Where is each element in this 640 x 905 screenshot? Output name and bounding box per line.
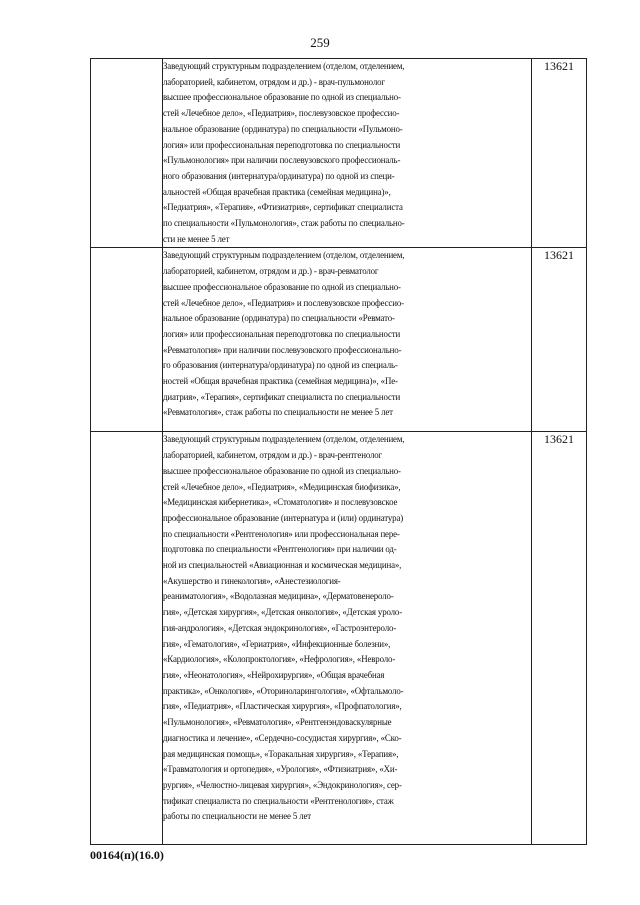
description-line: нальное образование (ординатура) по специальности «Ревмато-	[163, 313, 395, 324]
qualification-code: 13621	[532, 432, 587, 845]
description-line: гия», «Педиатрия», «Пластическая хирургия», «Профпатология»,	[163, 701, 402, 712]
description-line: «Ревматология» при наличии послевузовского профессионально-	[163, 344, 402, 355]
description-line: рургия», «Челюстно-лицевая хирургия», «Эндокринология», сер-	[163, 779, 402, 790]
description-line: лабораторией, кабинетом, отрядом и др.) - врач-ревматолог	[163, 266, 379, 277]
description-line: диагностика и лечение», «Сердечно-сосудистая хирургия», «Ско-	[163, 732, 402, 743]
table-row	[91, 248, 587, 432]
description-line: реаниматология», «Водолазная медицина», «Дерматовенероло-	[163, 591, 394, 602]
qualification-code: 13621	[532, 248, 587, 432]
description-line: ностей «Общая врачебная практика (семейная медицина)», «Пе-	[163, 376, 398, 387]
description-line: Заведующий структурным подразделением (отделом, отделением,	[163, 434, 405, 445]
position-description	[163, 59, 532, 248]
description-line: ного образования (интернатура/ординатура) по одной из специ-	[163, 170, 395, 181]
description-line: подготовка по специальности «Рентгенология» при наличии од-	[163, 544, 397, 555]
description-line: го образования (интернатура/ординатура) по одной из специаль-	[163, 360, 398, 371]
description-line: практика», «Онкология», «Оториноларингология», «Офтальмоло-	[163, 685, 404, 696]
description-line: «Ревматология», стаж работы по специальности не менее 5 лет	[163, 407, 393, 418]
description-line: «Кардиология», «Колопроктология», «Нефрология», «Невроло-	[163, 654, 396, 665]
description-line: лабораторией, кабинетом, отрядом и др.) - врач-пульмонолог	[163, 76, 385, 87]
description-line: высшее профессиональное образование по одной из специально-	[163, 465, 401, 476]
description-line: работы по специальности не менее 5 лет	[163, 811, 312, 822]
description-line: «Медицинская кибернетика», «Стоматология» и послевузовское	[163, 497, 398, 508]
description-line: ной из специальностей «Авиационная и космическая медицина»,	[163, 560, 402, 571]
description-line: Заведующий структурным подразделением (отделом, отделением,	[163, 250, 405, 261]
description-line: лабораторией, кабинетом, отрядом и др.) - врач-рентгенолог	[163, 450, 383, 461]
description-line: «Пульмонология», «Ревматология», «Рентгенэндоваскулярные	[163, 717, 392, 728]
qualification-code: 13621	[532, 59, 587, 248]
description-line: стей «Лечебное дело», «Педиатрия», «Медицинская биофизика»,	[163, 481, 401, 492]
description-line: рая медицинская помощь», «Торакальная хирургия», «Терапия»,	[163, 748, 399, 759]
description-line: нальное образование (ординатура) по специальности «Пульмоно-	[163, 123, 403, 134]
qualification-table	[90, 58, 587, 845]
document-code: 00164(п)(16.0)	[90, 848, 164, 862]
table-row	[91, 59, 587, 248]
empty-left-cell	[91, 59, 163, 248]
description-line: по специальности «Пульмонология», стаж работы по специально-	[163, 218, 405, 229]
table-row	[91, 432, 587, 845]
description-line: «Педиатрия», «Терапия», «Фтизиатрия», сертификат специалиста	[163, 202, 403, 213]
empty-left-cell	[91, 432, 163, 845]
description-line: стей «Лечебное дело», «Педиатрия» и послевузовское профессио-	[163, 297, 404, 308]
description-line: по специальности «Рентгенология» или профессиональная пере-	[163, 528, 400, 539]
description-line: сти не менее 5 лет	[163, 233, 230, 244]
description-line: гия», «Детская хирургия», «Детская онкология», «Детская уроло-	[163, 607, 403, 618]
description-line: Заведующий структурным подразделением (отделом, отделением,	[163, 61, 405, 71]
description-line: профессиональное образование (интернатура и (или) ординатура)	[163, 512, 404, 523]
position-description	[163, 248, 532, 432]
description-line: стей «Лечебное дело», «Педиатрия», послевузовское профессио-	[163, 108, 400, 119]
description-line: высшее профессиональное образование по одной из специально-	[163, 92, 401, 103]
description-line: гия», «Гематология», «Гериатрия», «Инфекционные болезни»,	[163, 638, 391, 649]
description-line: «Акушерство и гинекология», «Анестезиология-	[163, 575, 341, 586]
description-line: альностей «Общая врачебная практика (семейная медицина)»,	[163, 186, 391, 197]
empty-left-cell	[91, 248, 163, 432]
description-line: «Травматология и ортопедия», «Урология», «Фтизиатрия», «Хи-	[163, 764, 398, 775]
description-line: логия» или профессиональная переподготовка по специальности	[163, 328, 401, 339]
description-line: диатрия», «Терапия», сертификат специалиста по специальности	[163, 391, 401, 402]
description-line: «Пульмонология» при наличии послевузовского профессиональ-	[163, 155, 401, 166]
description-line: высшее профессиональное образование по одной из специально-	[163, 281, 401, 292]
description-line: гия-андрология», «Детская эндокринология», «Гастроэнтероло-	[163, 622, 397, 633]
description-line: гия», «Неонатология», «Нейрохирургия», «Общая врачебная	[163, 669, 385, 680]
description-line: тификат специалиста по специальности «Рентгенология», стаж	[163, 795, 394, 806]
description-line: логия» или профессиональная переподготовка по специальности	[163, 139, 401, 150]
position-description	[163, 432, 532, 845]
page-number: 259	[310, 35, 330, 50]
